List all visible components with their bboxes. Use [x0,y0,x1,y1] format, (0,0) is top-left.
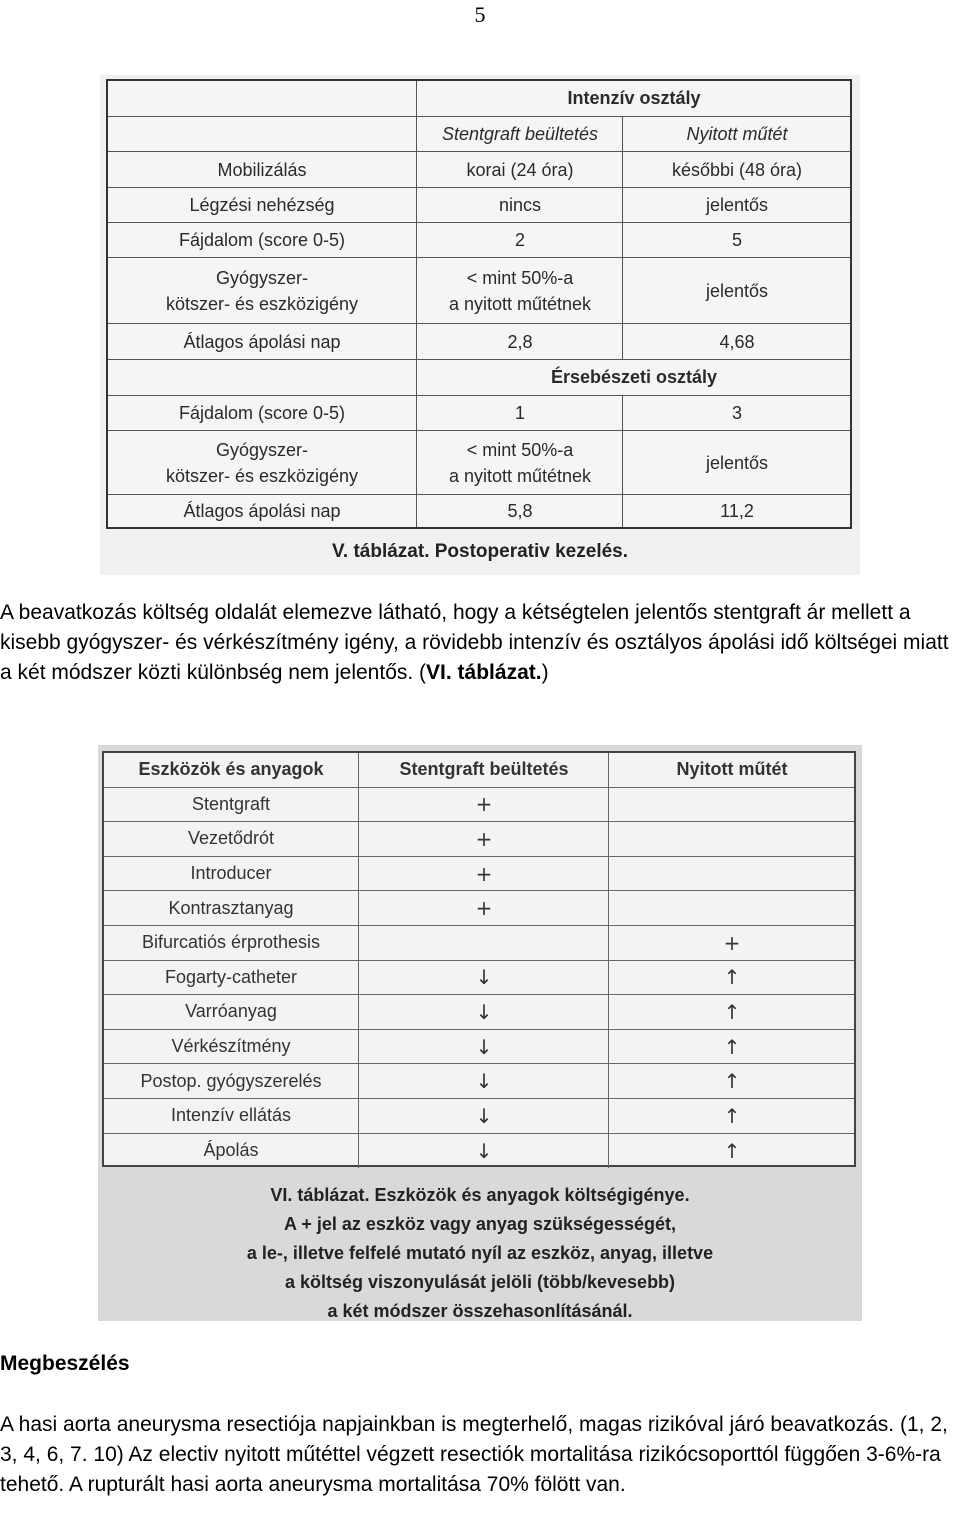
discussion-paragraph: A hasi aorta aneurysma resectiója napjainkban is megterhelő, magas rizikóval járó beavatkozás. (1, 2, 3, 4, 6, 7. 10) Az electiv nyitott műtéttel végzett resectiók mortalitása rizikócsoporttól függően 3-6%-ra tehető. A rupturált hasi aorta aneurysma mortalitása 70% fölött van. [0,1413,948,1496]
table-vi-caption [98,1181,862,1326]
row-label-line: kötszer- és eszközigény [165,465,359,486]
row-label: Légzési nehézség [189,195,335,215]
item-label: Fogarty-catheter [164,966,298,987]
col-header-open: Nyitott műtét [622,117,851,151]
paragraph-text: A beavatkozás költség oldalát elemezve látható, hogy a kétségtelen jelentős stentgraft ár mellett a kisebb gyógyszer- és vérkészítmény igény, a rövidebb intenzív és osztályos ápolási idő költségei miatt a két módszer közti különbség nem jelentős. ( [0,601,949,684]
row-label: Átlagos ápolási nap [183,501,341,521]
table-row [104,1099,854,1134]
table-v-figure [100,75,860,575]
table-row [104,1134,854,1169]
cell-stent: ↓ [358,1030,609,1064]
table-row [104,1030,854,1065]
page-number: 5 [474,2,486,27]
cell-open: 11,2 [622,495,851,527]
table-row [104,1064,854,1099]
table-row [108,324,850,360]
cell-open: 4,68 [622,324,851,359]
table-row [104,961,854,996]
cell-stent: ↓ [358,961,609,995]
table-row [108,396,850,431]
cell-open: jelentős [622,431,851,494]
cell-open: jelentős [622,258,851,323]
item-label: Intenzív ellátás [170,1105,292,1126]
row-label: Átlagos ápolási nap [183,331,341,352]
row-label: Fájdalom (score 0-5) [178,403,346,423]
cell-open [608,822,855,856]
table-row [108,223,850,258]
table-row [104,926,854,961]
col-header-stent: Stentgraft beültetés [416,117,623,151]
cell-open: későbbi (48 óra) [622,152,851,187]
paragraph-close: ) [541,661,549,684]
cell-stent: korai (24 óra) [416,152,623,187]
col-header-items: Eszközök és anyagok [138,759,324,780]
cell-stent [358,926,609,960]
table-row [108,431,850,495]
item-label: Ápolás [203,1140,259,1161]
row-label: Mobilizálás [217,159,307,180]
cell-open: ↑ [608,1064,855,1098]
table-v-caption: V. táblázat. Postoperativ kezelés. [331,541,629,562]
group-title-vascular: Érsebészeti osztály [416,360,851,395]
item-label: Stentgraft [191,793,271,814]
cost-paragraph [0,598,960,688]
cell-stent: + [358,857,609,891]
group-title-intensive: Intenzív osztály [416,81,851,116]
table-row [104,857,854,892]
cell-stent: + [358,891,609,925]
cell-open: 5 [622,223,851,257]
table-v-group-header [108,360,850,396]
cell-stent [416,431,623,494]
cell-stent: ↓ [358,1099,609,1133]
item-label: Kontrasztanyag [168,897,294,918]
cell-open: ↑ [608,1030,855,1064]
table-row [108,188,850,223]
cell-open: ↑ [608,961,855,995]
row-label-line: Gyógyszer- [215,439,309,460]
item-label: Postop. gyógyszerelés [140,1070,322,1091]
item-label: Bifurcatiós érprothesis [141,932,321,953]
table-vi-figure [98,745,862,1321]
table-row [104,891,854,926]
row-label [108,258,416,323]
cell-stent: 2,8 [416,324,623,359]
cell-open: ↑ [608,1099,855,1133]
row-label: Fájdalom (score 0-5) [178,230,346,250]
item-label: Introducer [190,863,272,884]
item-label: Varróanyag [185,1001,277,1022]
table-reference: VI. táblázat. [426,661,542,684]
cell-stent: 5,8 [416,495,623,527]
caption-line: A + jel az eszköz vagy anyag szükségességét, [283,1214,677,1234]
col-header-stent: Stentgraft beültetés [358,753,609,787]
item-label: Vezetődrót [187,828,275,849]
caption-line: a két módszer összehasonlításánál. [327,1301,633,1321]
cell-line: < mint 50%-a [466,439,574,460]
table-row [104,822,854,857]
col-header-open: Nyitott műtét [608,753,855,787]
cell-stent: ↓ [358,1134,609,1169]
table-v-group-header [108,81,850,117]
table-v [106,79,852,529]
table-row [108,258,850,324]
cell-line: a nyitott műtétnek [448,465,592,486]
caption-line: a költség viszonyulását jelöli (több/kevesebb) [284,1272,676,1292]
cell-open: jelentős [622,188,851,222]
cell-stent: 2 [416,223,623,257]
caption-line: VI. táblázat. Eszközök és anyagok költségigénye. [270,1185,690,1205]
cell-stent: + [358,822,609,856]
row-label-line: Gyógyszer- [215,267,309,288]
cell-open: ↑ [608,995,855,1029]
cell-stent: ↓ [358,1064,609,1098]
cell-line: a nyitott műtétnek [448,293,592,314]
cell-line: < mint 50%-a [466,267,574,288]
cell-open: ↑ [608,1134,855,1169]
caption-line: a le-, illetve felfelé mutató nyíl az eszköz, anyag, illetve [246,1243,714,1263]
table-v-col-headers [108,117,850,152]
section-heading: Megbeszélés [0,1352,130,1375]
table-row [108,495,850,527]
cell-stent: 1 [416,396,623,430]
row-label-line: kötszer- és eszközigény [165,293,359,314]
cell-open: + [608,926,855,960]
item-label: Vérkészítmény [171,1036,291,1057]
table-row [104,995,854,1030]
cell-stent: ↓ [358,995,609,1029]
cell-open [608,788,855,822]
cell-stent: + [358,788,609,822]
table-vi [102,751,856,1167]
cell-open [608,891,855,925]
cell-stent: nincs [416,188,623,222]
table-row [104,788,854,823]
table-row [108,152,850,188]
cell-open [608,857,855,891]
table-vi-header-row [104,753,854,788]
row-label [108,431,416,494]
cell-open: 3 [622,396,851,430]
cell-stent [416,258,623,323]
